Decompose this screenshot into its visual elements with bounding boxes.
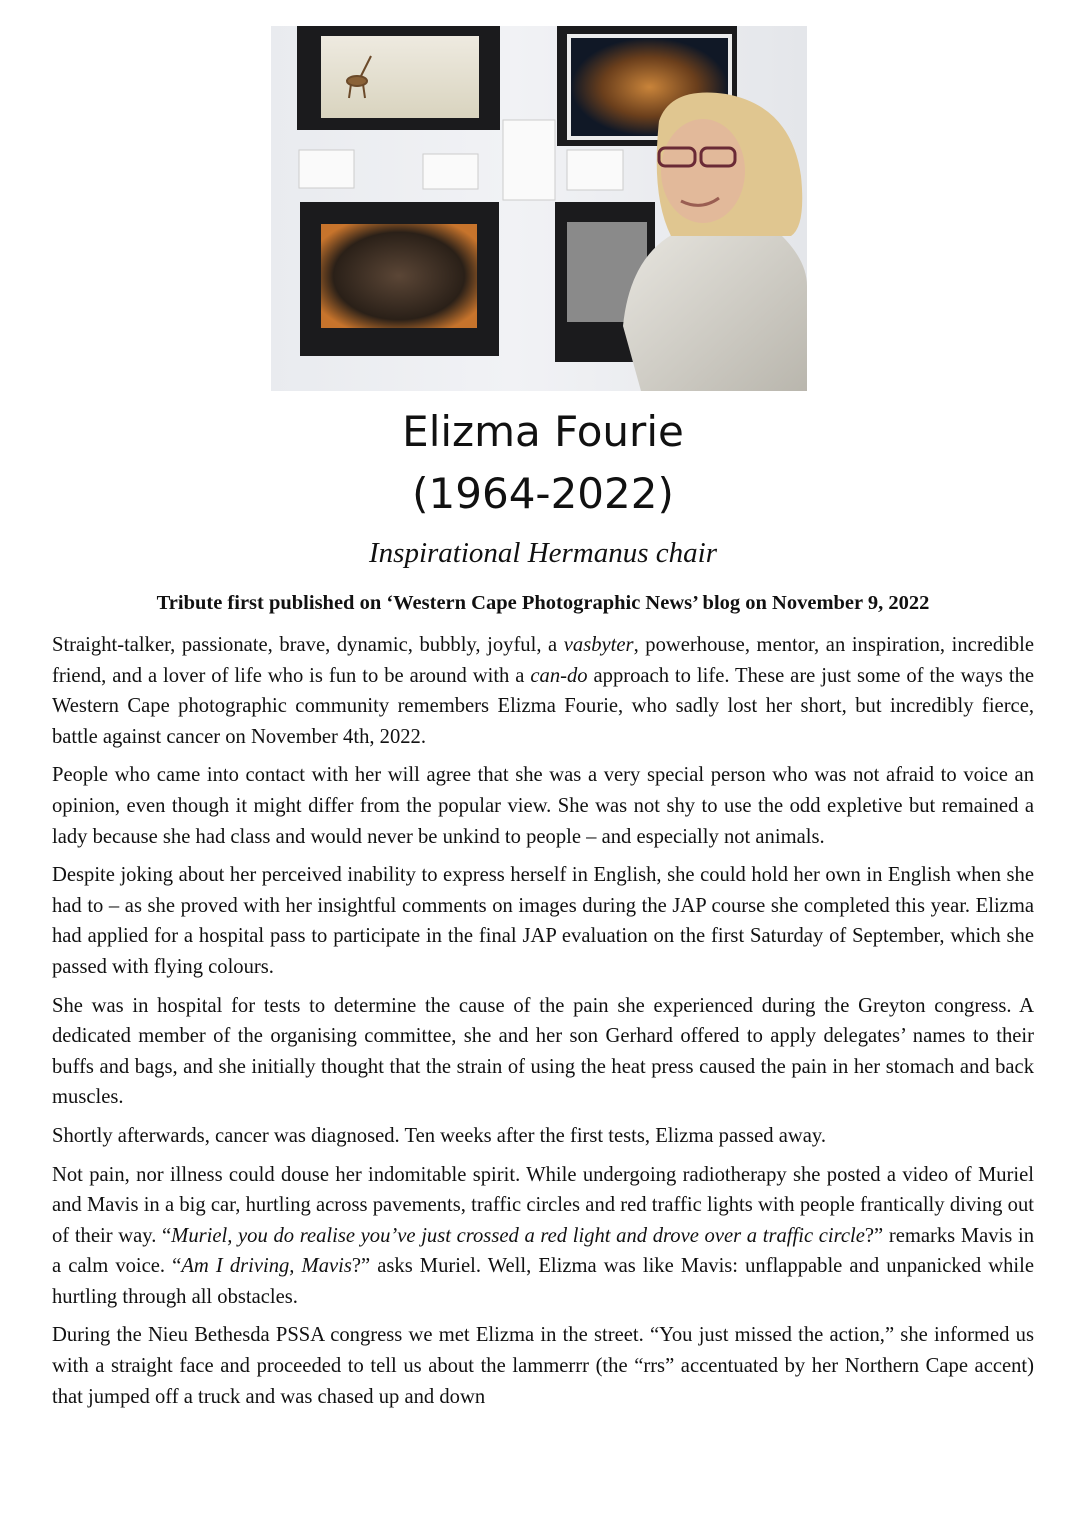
paragraph [52, 1320, 1034, 1412]
text-run: Despite joking about her perceived inability to express herself in English, she could hold her own in English when she had to – as she proved with her insightful comments on images during the JAP course she completed this year. Elizma had applied for a hospital pass to participate in the final JAP evaluation on the first Saturday of September, which she passed with flying colours. [52, 864, 1034, 978]
paragraph [52, 630, 1034, 752]
text-run: ?” remarks Mavis in a calm voice. “ [52, 1224, 1035, 1278]
italic-run: can-do [530, 664, 588, 687]
photo-illustration [271, 26, 807, 391]
text-run: approach to life. These are just some of the ways the Western Cape photographic community remembers Elizma Fourie, who sadly lost her short, but incredibly fierce, battle against cancer on November 4th, 2022. [52, 664, 1035, 748]
paragraph [52, 1160, 1034, 1313]
text-run: ?” asks Muriel. Well, Elizma was like Mavis: unflappable and unpanicked while hurtling through all obstacles. [52, 1255, 1034, 1308]
tribute-name: Elizma Fourie [402, 407, 684, 456]
tribute-years: (1964-2022) [412, 469, 674, 518]
italic-run: Muriel, you do realise you’ve just crossed a red light and drove over a traffic circle [171, 1224, 865, 1247]
article-body [52, 630, 1034, 1420]
paragraph [52, 860, 1034, 982]
text-run: During the Nieu Bethesda PSSA congress we met Elizma in the street. “You just missed the action,” she informed us with a straight face and proceeded to tell us about the lammerrr (the “rrs” accentuated by her Northern Cape accent) that jumped off a truck and was chased up and down [52, 1324, 1034, 1408]
italic-run: Am I driving, Mavis [181, 1255, 352, 1278]
text-run: She was in hospital for tests to determine the cause of the pain she experienced during the Greyton congress. A dedicated member of the organising committee, she and her son Gerhard offered to apply delegates’ names to their buffs and bags, and she initially thought that the strain of using the heat press caused the pain in her stomach and back muscles. [52, 994, 1034, 1109]
tribute-subtitle: Inspirational Hermanus chair [369, 537, 717, 569]
text-run: Not pain, nor illness could douse her indomitable spirit. While undergoing radiotherapy she posted a video of Muriel and Mavis in a big car, hurtling across pavements, traffic circles and red traffic lights with people frantically diving out of their way. “ [52, 1163, 1034, 1247]
portrait-photo [271, 26, 807, 391]
text-run: Shortly afterwards, cancer was diagnosed. Ten weeks after the first tests, Elizma passed away. [52, 1124, 826, 1147]
publication-credit: Tribute first published on ‘Western Cape Photographic News’ blog on November 9, 2022 [156, 592, 930, 614]
text-run: Straight-talker, passionate, brave, dynamic, bubbly, joyful, a [52, 634, 564, 656]
text-run: , powerhouse, mentor, an inspiration, incredible friend, and a lover of life who is fun to be around with a [52, 634, 1034, 687]
text-run: People who came into contact with her will agree that she was a very special person who was not afraid to voice an opinion, even though it might differ from the popular view. She was not shy to use the odd expletive but remained a lady because she had class and would never be unkind to people – and especially not animals. [52, 764, 1034, 848]
paragraph [52, 760, 1034, 852]
paragraph [52, 991, 1034, 1113]
paragraph [52, 1121, 1034, 1152]
italic-run: vasbyter [563, 634, 634, 656]
